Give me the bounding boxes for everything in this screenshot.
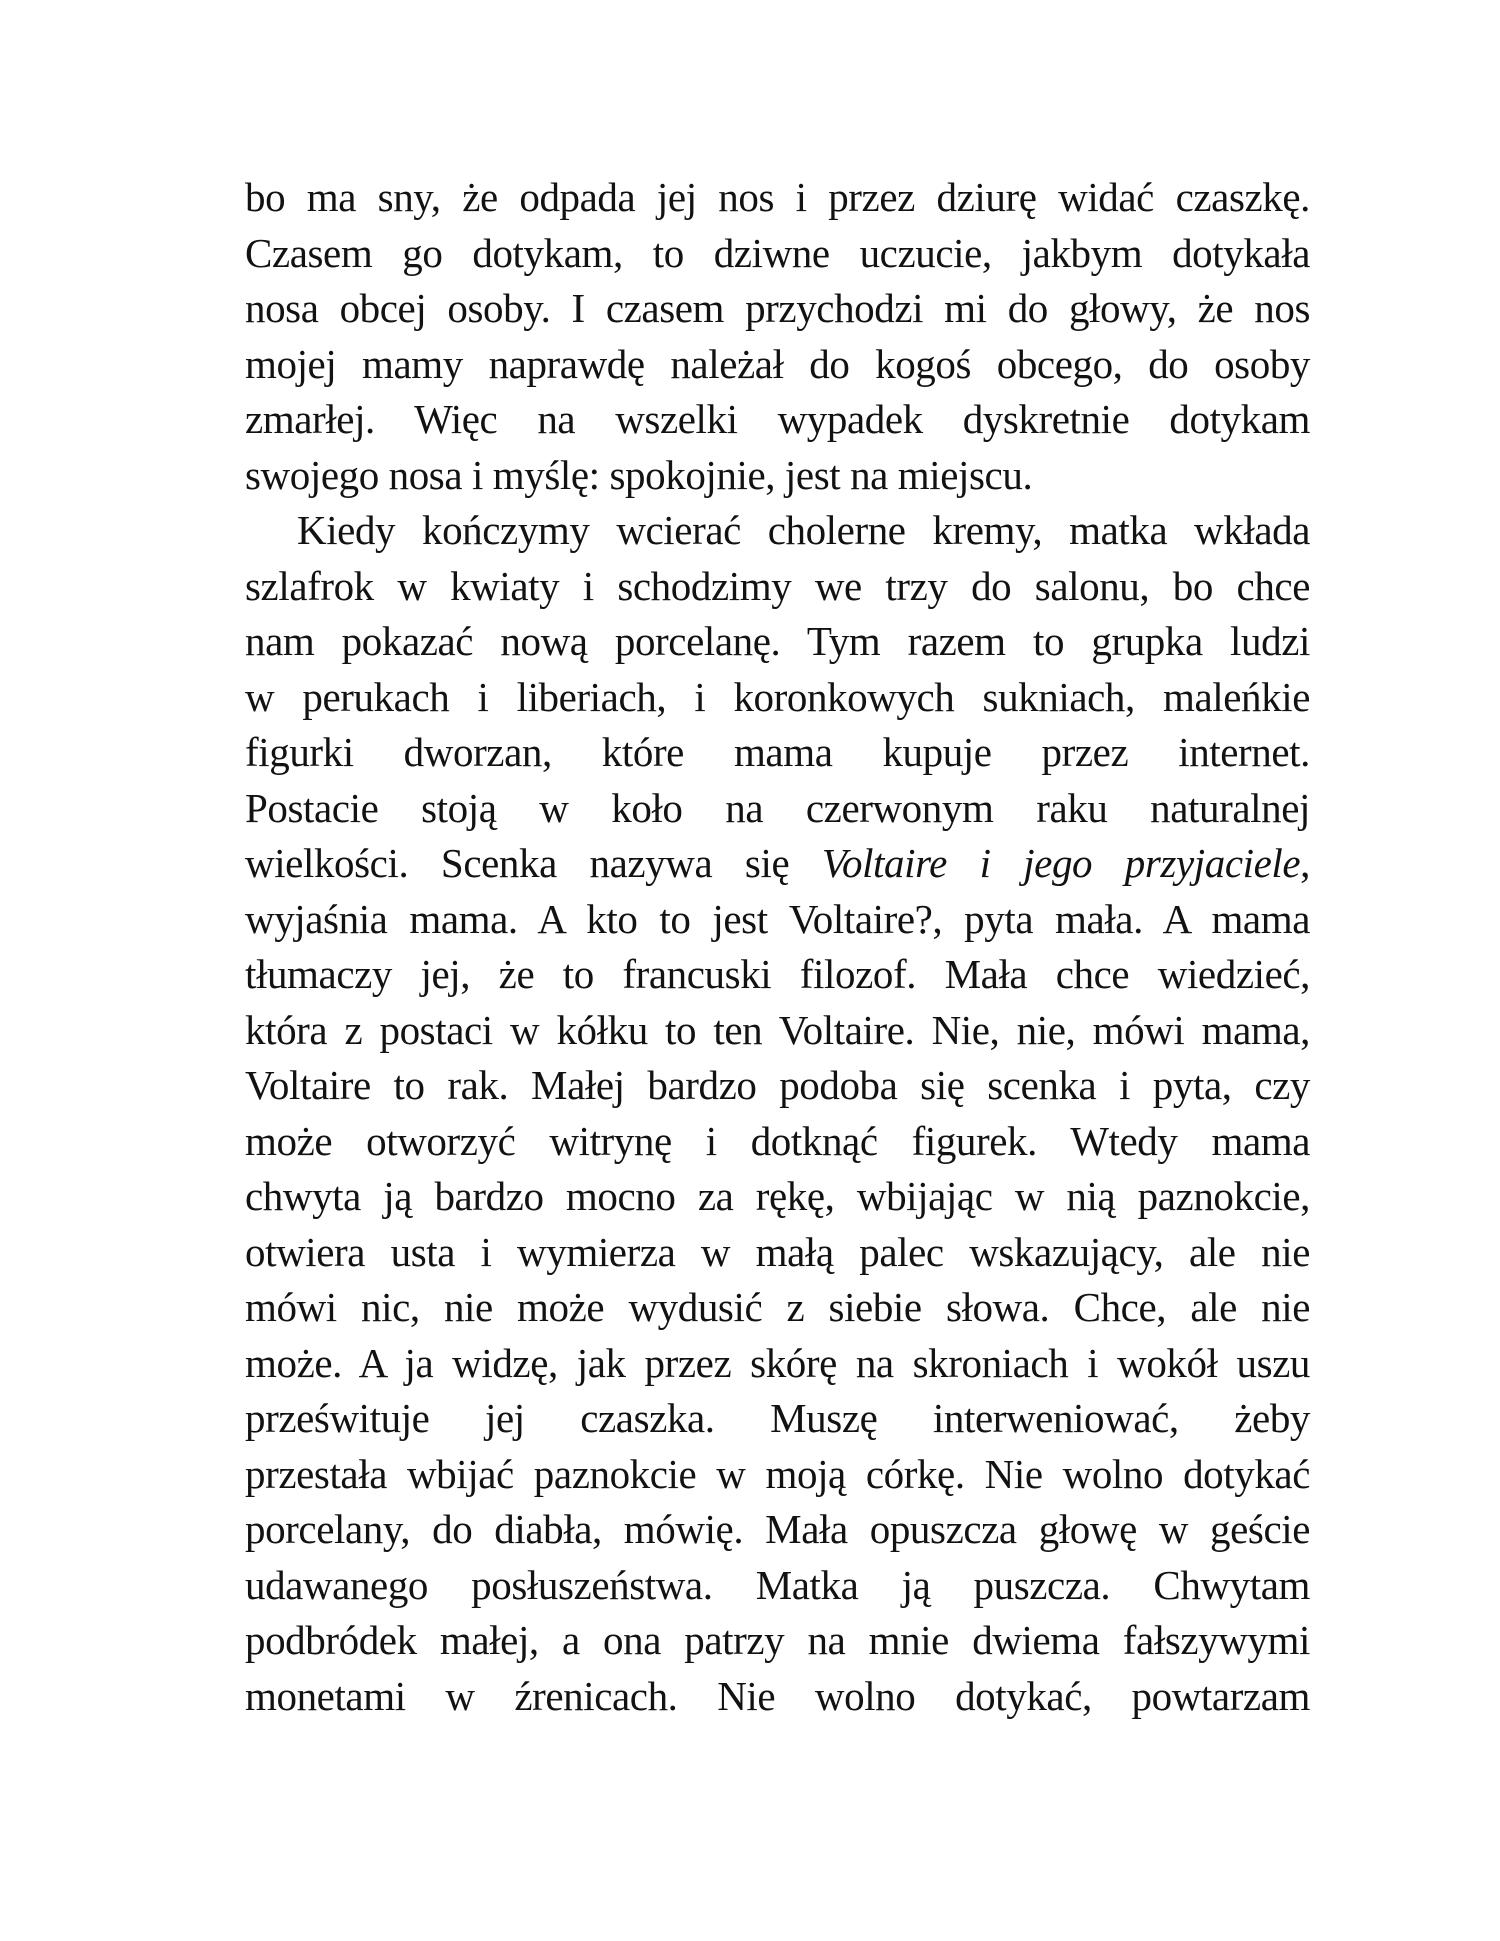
text-line [245,226,1310,282]
italic-phrase: Voltaire i jego przyjaciele [821,840,1301,886]
text-segment: chwyta ją bardzo mocno za rękę, wbijając w nią paznokcie, [245,1173,1310,1219]
text-segment: może. A ja widzę, jak przez skórę na skroniach i wokół uszu [245,1339,1310,1386]
text-line [245,559,1310,615]
text-segment: może otworzyć witrynę i dotknąć figurek. Wtedy mama [245,1117,1310,1164]
text-segment: która z postaci w kółku to ten Voltaire. Nie, nie, mówi mama, [245,1006,1310,1053]
text-line [245,1502,1310,1558]
text-segment: nosa obcej osoby. I czasem przychodzi mi do głowy, że nos [245,285,1310,331]
text-segment: figurki dworzan, które mama kupuje przez internet. [245,729,1310,775]
text-segment: otwiera usta i wymierza w małą palec wskazujący, ale nie [245,1228,1310,1275]
text-line [245,503,1310,559]
text-line [245,337,1310,393]
text-segment: bo ma sny, że odpada jej nos i przez dziurę widać czaszkę. [245,174,1310,220]
text-segment: podbródek małej, a ona patrzy na mnie dwiema fałszywymi [245,1617,1310,1663]
text-line [245,281,1310,337]
text-line [245,725,1310,781]
text-line [245,1669,1310,1725]
text-line [245,947,1310,1003]
text-line [245,781,1310,837]
text-line [245,1225,1310,1281]
text-segment: tłumaczy jej, że to francuski filozof. Mała chce wiedzieć, [245,951,1310,997]
text-segment: porcelany, do diabła, mówię. Mała opuszcza głowę w geście [245,1506,1310,1552]
text-segment: wielkości. Scenka nazywa się [245,840,822,886]
text-segment: swojego nosa i myślę: spokojnie, jest na miejscu. [245,451,1033,498]
text-line [245,836,1310,892]
text-segment: zmarłej. Więc na wszelki wypadek dyskretnie dotykam [245,396,1310,442]
text-line [245,448,1310,504]
text-line [245,1336,1310,1392]
text-line [245,1114,1310,1170]
text-segment: przestała wbijać paznokcie w moją córkę. Nie wolno dotykać [245,1450,1310,1497]
text-segment: w perukach i liberiach, i koronkowych sukniach, maleńkie [245,673,1310,720]
text-segment: Postacie stoją w koło na czerwonym raku naturalnej [245,784,1310,831]
text-line [245,1280,1310,1336]
text-line [245,670,1310,726]
text-line [245,1003,1310,1059]
text-line [245,1058,1310,1114]
text-segment: mówi nic, nie może wydusić z siebie słowa. Chce, ale nie [245,1284,1310,1330]
text-segment: szlafrok w kwiaty i schodzimy we trzy do salonu, bo chce [245,562,1310,609]
text-line [245,892,1310,948]
text-segment: Voltaire to rak. Małej bardzo podoba się scenka i pyta, czy [245,1062,1310,1108]
text-line [245,1169,1310,1225]
text-line [245,1613,1310,1669]
text-line [245,1391,1310,1447]
text-segment: udawanego posłuszeństwa. Matka ją puszcza. Chwytam [245,1561,1310,1608]
text-line [245,1558,1310,1614]
text-segment: wyjaśnia mama. A kto to jest Voltaire?, pyta mała. A mama [245,895,1310,942]
text-line [245,392,1310,448]
text-segment: nam pokazać nową porcelanę. Tym razem to grupka ludzi [245,618,1310,664]
text-segment: monetami w źrenicach. Nie wolno dotykać, powtarzam [245,1672,1310,1719]
page-text [245,170,1310,1724]
text-segment: mojej mamy naprawdę należał do kogoś obcego, do osoby [245,340,1310,387]
text-line [245,1447,1310,1503]
text-segment: Kiedy kończymy wcierać cholerne kremy, matka wkłada [297,507,1310,553]
text-segment: , [1300,840,1311,886]
text-line [245,170,1310,226]
text-line [245,614,1310,670]
text-segment: Czasem go dotykam, to dziwne uczucie, jakbym dotykała [245,229,1310,276]
text-segment: prześwituje jej czaszka. Muszę interweniować, żeby [245,1395,1310,1441]
